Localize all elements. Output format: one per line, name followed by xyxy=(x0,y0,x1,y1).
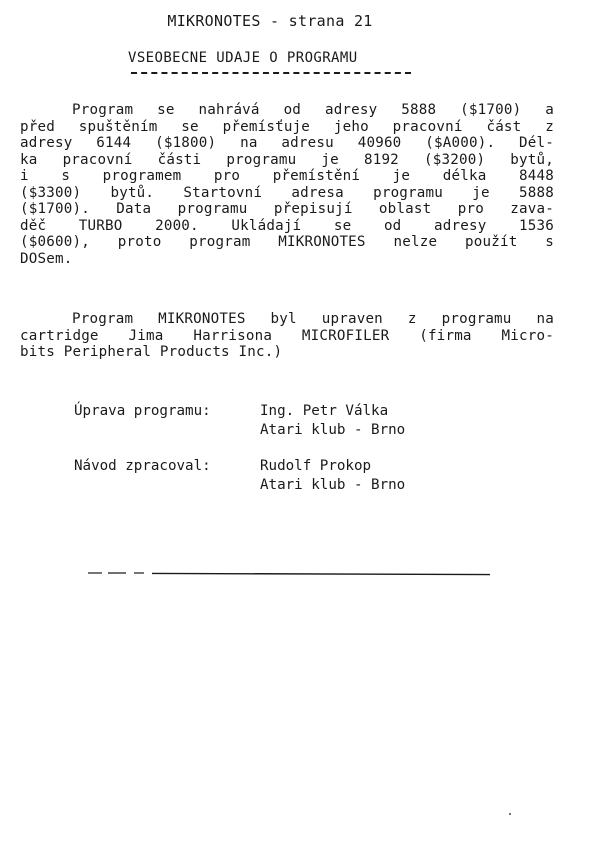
paragraph-line: Program MIKRONOTES byl upraven z programu na xyxy=(72,311,554,327)
credit-name: Ing. Petr Válka xyxy=(260,403,389,419)
credit-name: Rudolf Prokop xyxy=(260,458,372,474)
paragraph-line: Program se nahrává od adresy 5888 ($1700) a xyxy=(72,102,554,118)
credit-manual-author xyxy=(74,457,405,495)
credit-org: Atari klub - Brno xyxy=(260,477,406,493)
paragraph-line: i s programem pro přemístění je délka 8448 xyxy=(20,168,554,184)
credit-org: Atari klub - Brno xyxy=(260,422,406,438)
credit-value xyxy=(260,402,405,440)
paragraph-line: ka pracovní části programu je 8192 ($3200) bytů, xyxy=(20,151,554,168)
paragraph-line: před spuštěním se přemísťuje jeho pracovní část z xyxy=(20,118,554,135)
paragraph-line: DOSem. xyxy=(20,250,73,267)
credit-program-repair xyxy=(74,402,405,440)
paragraph-line: ($0600), proto program MIKRONOTES nelze použít s xyxy=(20,234,554,250)
stray-mark xyxy=(509,813,511,815)
section-title: VSEOBECNE UDAJE O PROGRAMU xyxy=(128,50,358,66)
closing-rule xyxy=(88,572,490,576)
paragraph-line: cartridge Jima Harrisona MICROFILER (firma Micro- xyxy=(20,327,554,344)
paragraph-line: adresy 6144 ($1800) na adresu 40960 ($A000). Dél- xyxy=(20,135,554,151)
paragraph-line: bits Peripheral Products Inc.) xyxy=(20,344,283,360)
credit-value xyxy=(260,457,405,495)
paragraph-program-info xyxy=(20,102,554,267)
paragraph-line: děč TURBO 2000. Ukládají se od adresy 1536 xyxy=(20,217,554,234)
credit-label: Návod zpracoval: xyxy=(74,458,211,474)
paragraph-line: ($1700). Data programu přepisují oblast pro zava- xyxy=(20,201,554,217)
title-underline xyxy=(131,72,411,74)
credit-label: Úprava programu: xyxy=(74,403,211,419)
paragraph-origin xyxy=(20,311,554,361)
paragraph-line: ($3300) bytů. Startovní adresa programu je 5888 xyxy=(20,184,554,201)
page-header: MIKRONOTES - strana 21 xyxy=(167,12,373,30)
